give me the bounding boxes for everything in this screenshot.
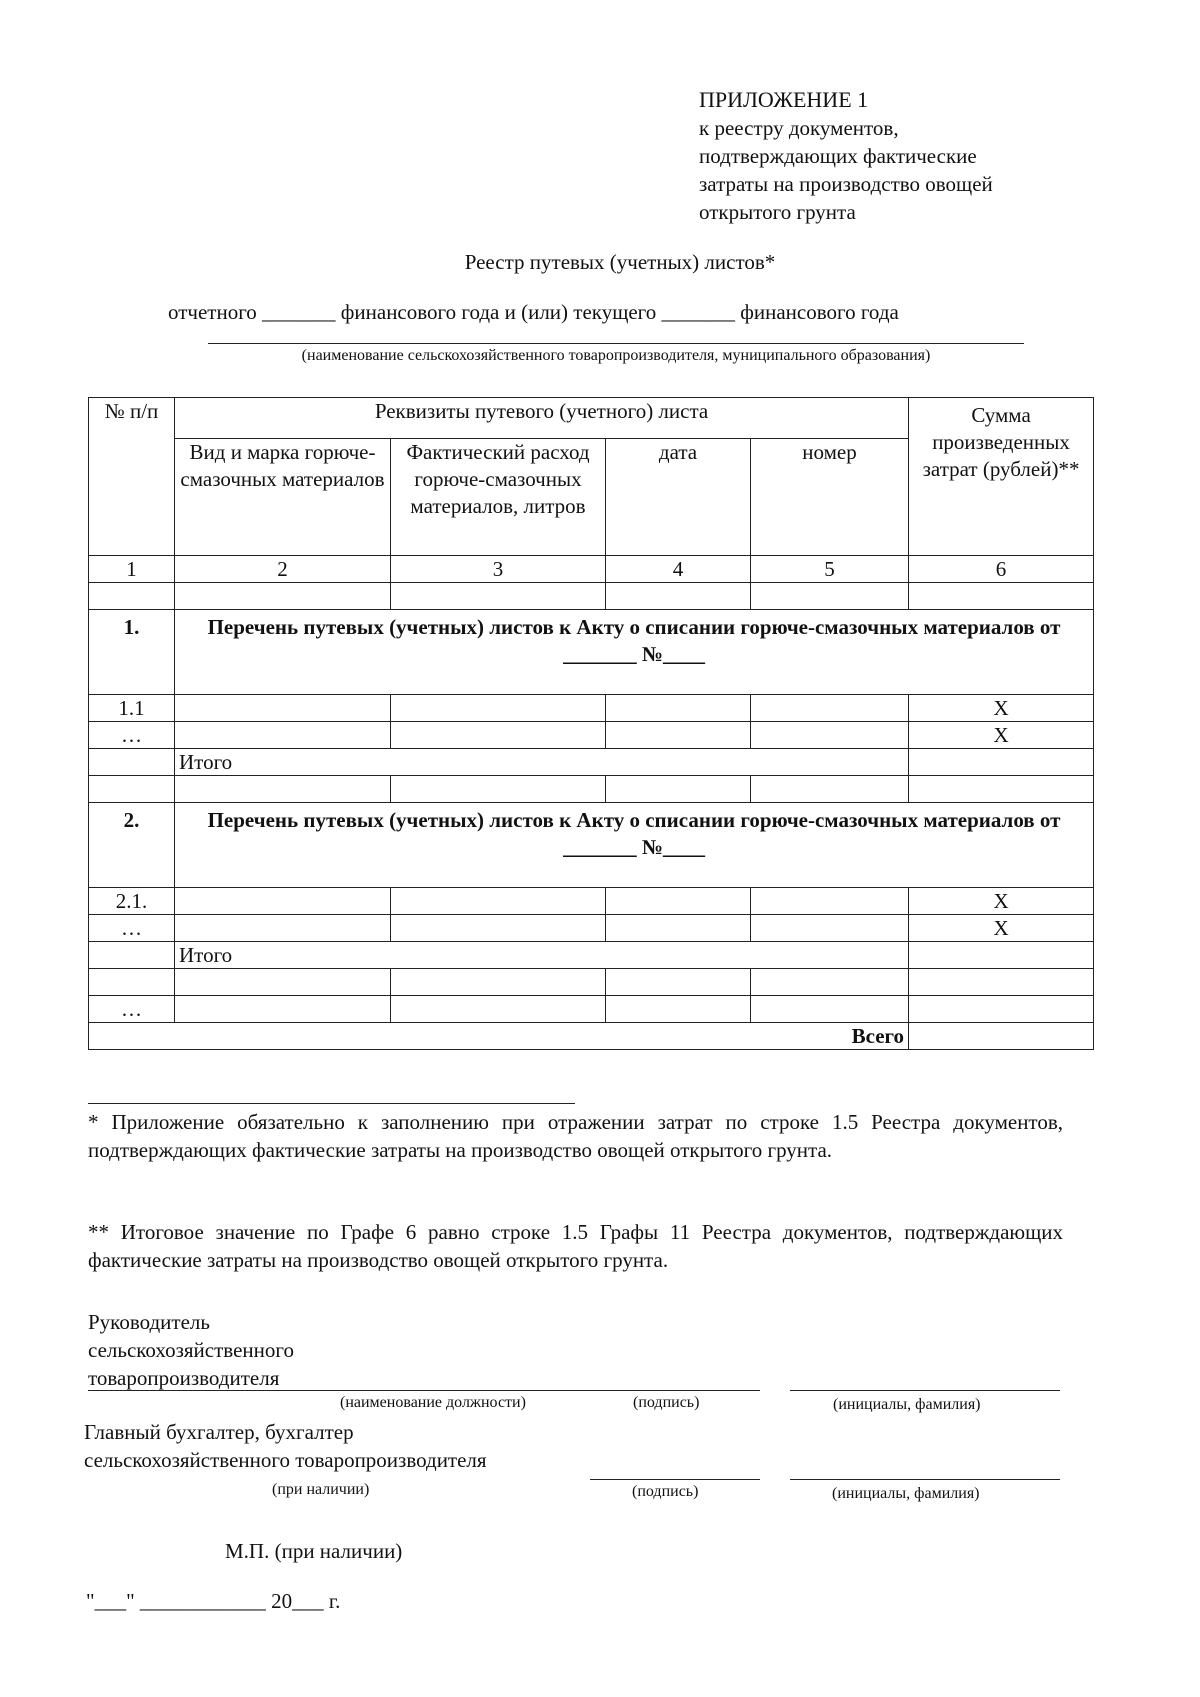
org-name-line <box>208 343 1024 344</box>
date-line: "___" ____________ 20___ г. <box>86 1589 341 1613</box>
head-line: товаропроизводителя <box>88 1366 280 1390</box>
initials-caption: (инициалы, фамилия) <box>832 1485 980 1502</box>
section-2-row <box>89 803 1094 888</box>
appendix-line: затраты на производство овощей <box>699 172 993 196</box>
accountant-line: сельскохозяйственного товаропроизводителя <box>84 1448 487 1472</box>
section-2-total-row <box>89 942 1094 969</box>
column-numbers-row <box>89 556 1094 583</box>
initials-caption: (инициалы, фамилия) <box>833 1396 981 1413</box>
accountant-signature-line <box>590 1479 760 1480</box>
row-mark: X <box>909 695 1094 722</box>
col-number: 3 <box>391 556 606 583</box>
table-row <box>89 915 1094 942</box>
row-mark: X <box>909 888 1094 915</box>
appendix-line: подтверждающих фактические <box>699 144 977 168</box>
if-any-caption: (при наличии) <box>272 1481 370 1498</box>
appendix-header <box>699 86 993 226</box>
header-date: дата <box>606 439 751 556</box>
section-1-total-label: Итого <box>175 749 909 776</box>
section-2-title: Перечень путевых (учетных) листов к Акту о списании горюче-смазочных материалов от _______ №____ <box>175 803 1094 888</box>
signature-caption: (подпись) <box>633 1394 700 1411</box>
row-num: 1.1 <box>89 695 175 722</box>
col-number: 4 <box>606 556 751 583</box>
table-row <box>89 996 1094 1023</box>
accountant-signatory <box>84 1418 487 1474</box>
table-row <box>89 722 1094 749</box>
empty-row <box>89 583 1094 610</box>
header-row <box>89 398 1094 439</box>
appendix-title: ПРИЛОЖЕНИЕ 1 <box>699 87 869 112</box>
position-caption: (наименование должности) <box>340 1394 526 1411</box>
section-2-num: 2. <box>89 803 175 888</box>
header-sum: Сумма произведенных затрат (рублей)** <box>909 398 1094 556</box>
section-1-title: Перечень путевых (учетных) листов к Акту о списании горюче-смазочных материалов от _______ №____ <box>175 610 1094 695</box>
head-line: Руководитель <box>88 1310 210 1334</box>
table-row <box>89 888 1094 915</box>
signature-caption: (подпись) <box>632 1483 699 1500</box>
table-row <box>89 695 1094 722</box>
col-number: 5 <box>751 556 909 583</box>
col-number: 6 <box>909 556 1094 583</box>
header-fuel-use: Фактический расход горюче-смазочных материалов, литров <box>391 439 606 556</box>
header-number: номер <box>751 439 909 556</box>
empty-row <box>89 969 1094 996</box>
position-signature-line <box>88 1390 760 1391</box>
org-caption: (наименование сельскохозяйственного товаропроизводителя, муниципального образования) <box>301 347 931 364</box>
row-num: 2.1. <box>89 888 175 915</box>
section-2-total-label: Итого <box>175 942 909 969</box>
accountant-initials-line <box>790 1479 1060 1480</box>
footnote-2: ** Итоговое значение по Графе 6 равно строке 1.5 Графы 11 Реестра документов, подтверждающих фактические затраты на производство овощей открытого грунта. <box>88 1220 1063 1272</box>
row-mark: X <box>909 915 1094 942</box>
row-num: … <box>89 722 175 749</box>
register-title: Реестр путевых (учетных) листов* <box>464 250 776 274</box>
register-table <box>88 397 1094 1050</box>
appendix-line: открытого грунта <box>699 200 856 224</box>
footnote-1: * Приложение обязательно к заполнению при отражении затрат по строке 1.5 Реестра документов, подтверждающих фактические затраты на производство овощей открытого грунта. <box>88 1110 1063 1162</box>
initials-line <box>790 1390 1060 1391</box>
grand-total-row <box>89 1023 1094 1050</box>
head-line: сельскохозяйственного <box>88 1338 294 1362</box>
empty-row <box>89 776 1094 803</box>
accountant-line: Главный бухгалтер, бухгалтер <box>84 1420 354 1444</box>
appendix-line: к реестру документов, <box>699 116 899 140</box>
grand-total-label: Всего <box>89 1023 909 1050</box>
col-number: 2 <box>175 556 391 583</box>
head-signatory <box>88 1308 294 1392</box>
col-number: 1 <box>89 556 175 583</box>
header-num: № п/п <box>89 398 175 556</box>
row-num: … <box>89 996 175 1023</box>
period-line: отчетного _______ финансового года и (или) текущего _______ финансового года <box>168 300 899 324</box>
row-num: … <box>89 915 175 942</box>
section-1-row <box>89 610 1094 695</box>
stamp-label: М.П. (при наличии) <box>225 1539 403 1563</box>
footnote-separator <box>88 1103 575 1104</box>
row-mark: X <box>909 722 1094 749</box>
header-fuel-type: Вид и марка горюче-смазочных материалов <box>175 439 391 556</box>
section-1-total-row <box>89 749 1094 776</box>
header-requisites: Реквизиты путевого (учетного) листа <box>175 398 909 439</box>
section-1-num: 1. <box>89 610 175 695</box>
